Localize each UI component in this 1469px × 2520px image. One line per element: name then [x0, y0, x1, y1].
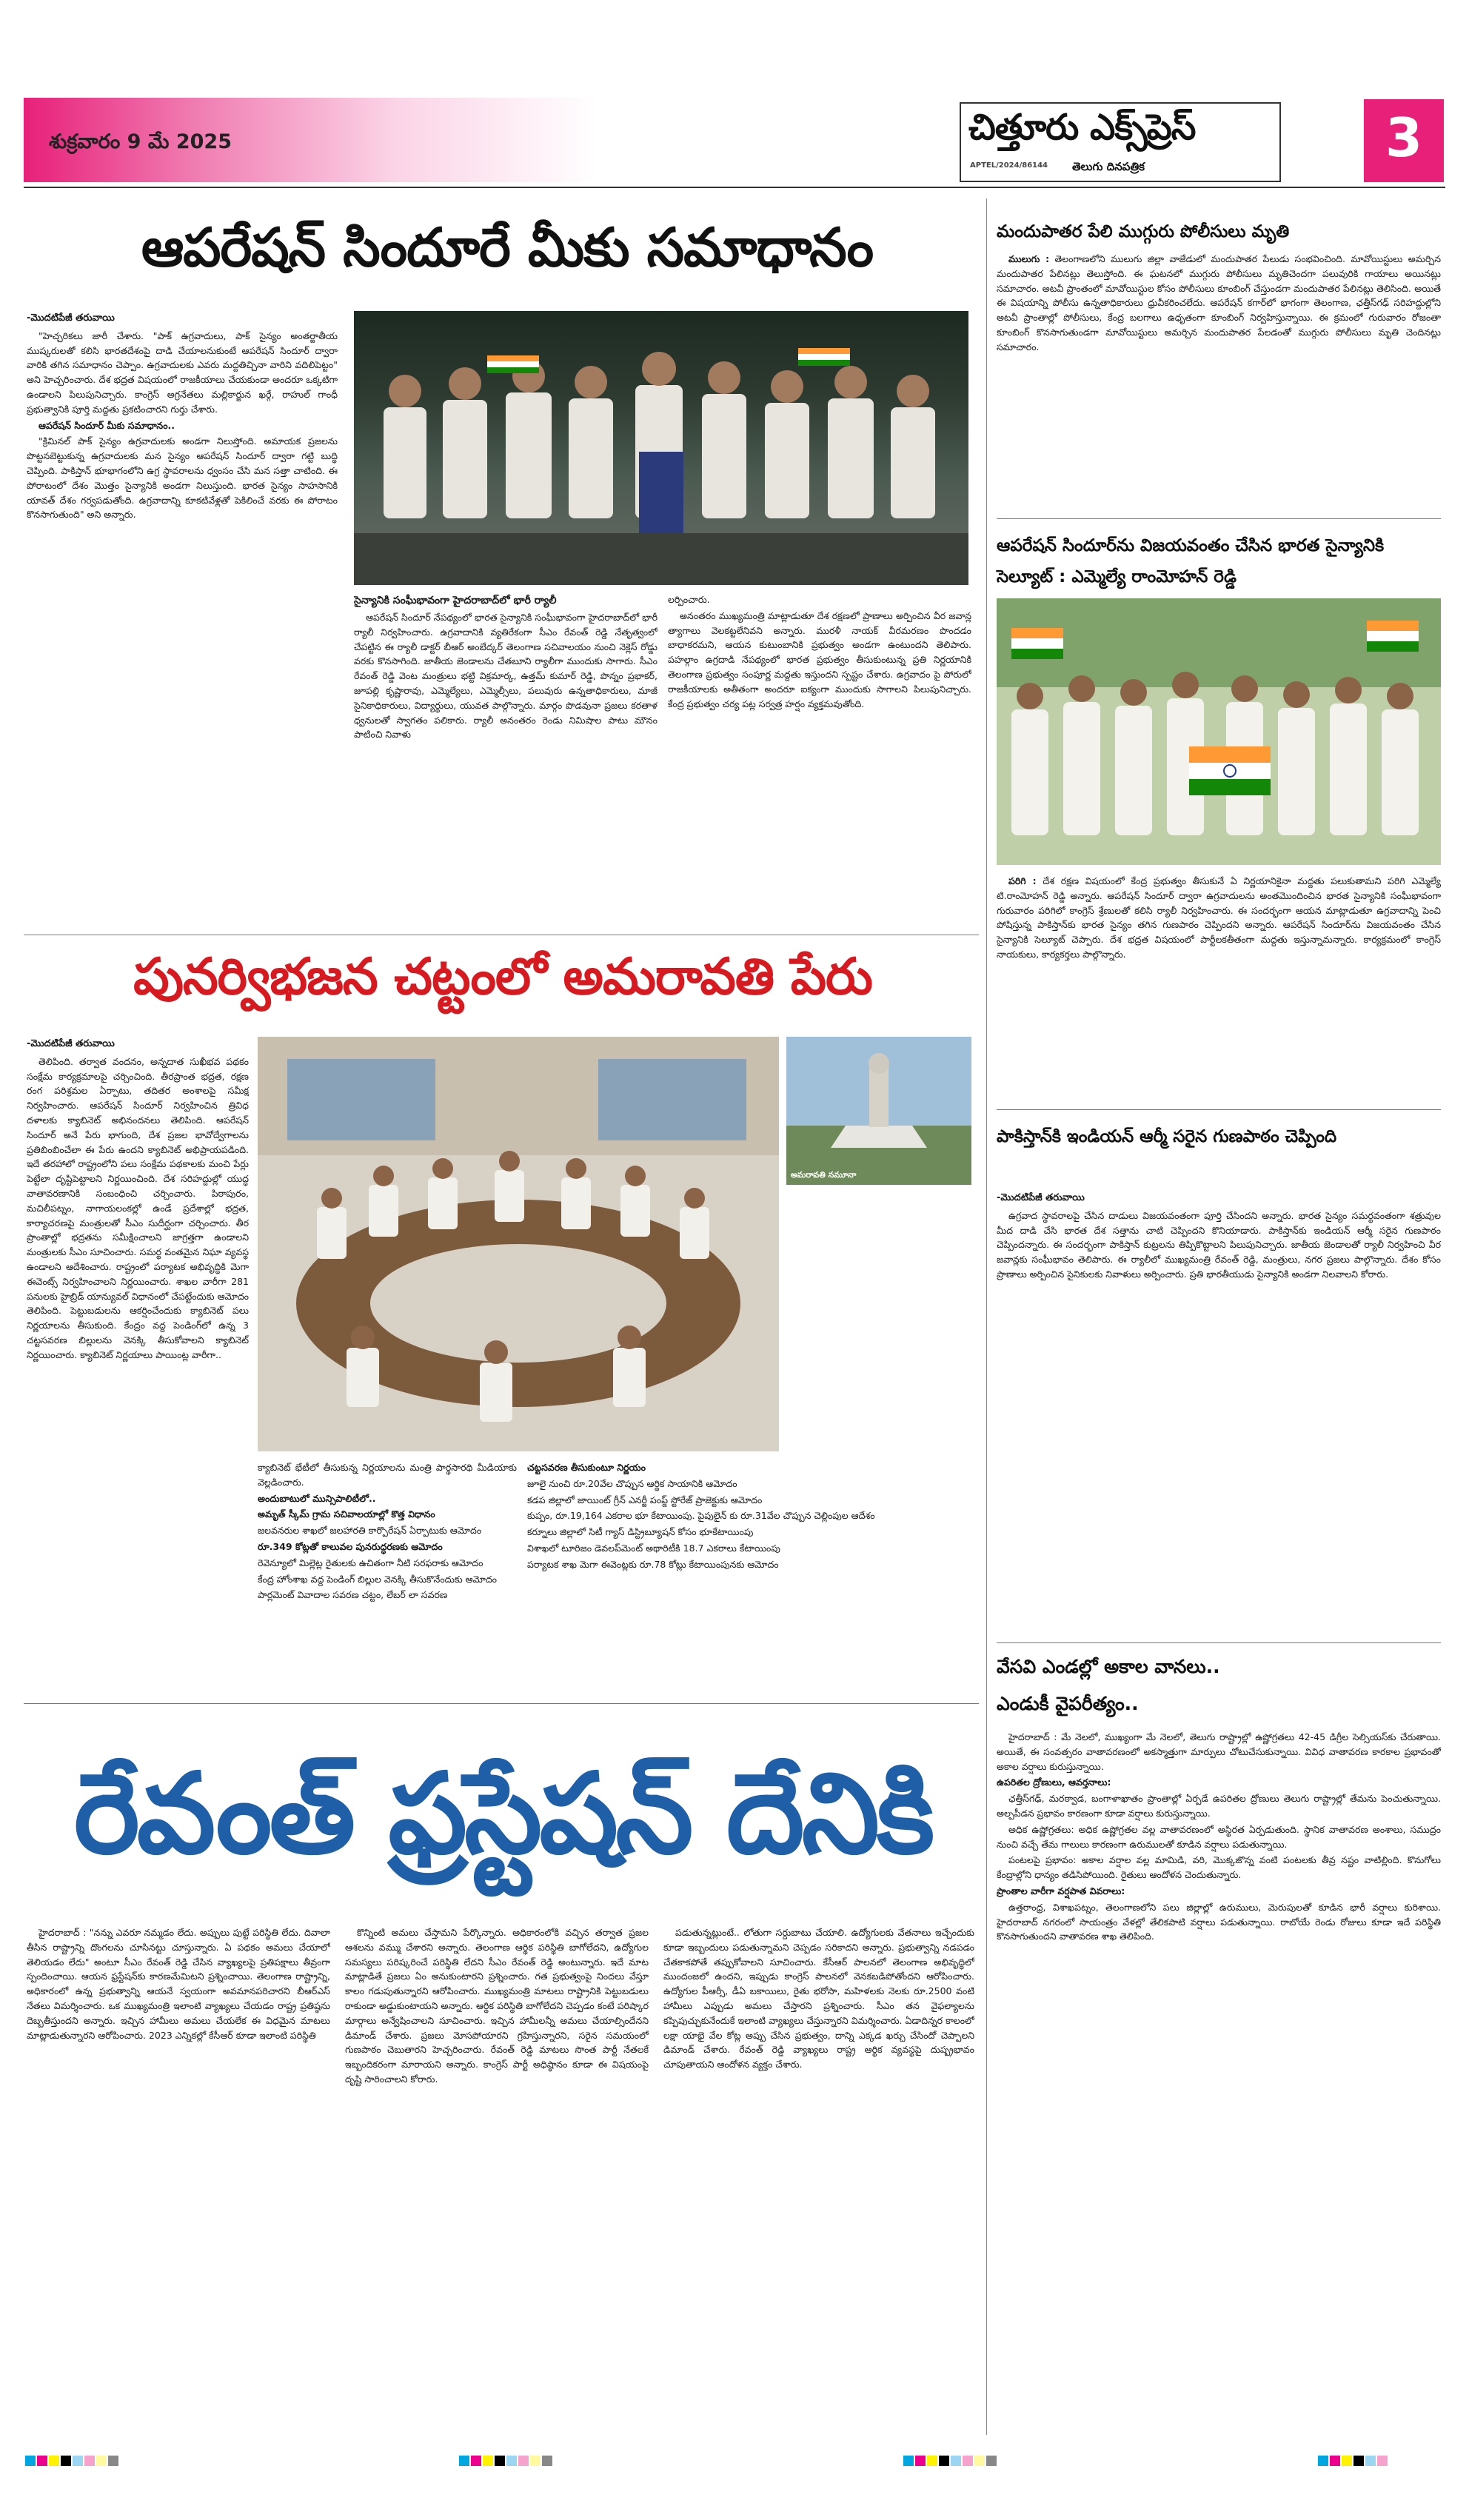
cabinet-decision-item: పర్యాటక శాఖ మెగా ఈవెంట్లకు రూ.78 కోట్లు కేటాయింపునకు ఆమోదం	[527, 1558, 779, 1570]
article2-byline: -మొదటిపేజీ తరువాయి	[27, 1038, 115, 1049]
article1-byline: -మొదటిపేజీ తరువాయి	[27, 313, 115, 324]
cabinet-meeting-illustration	[258, 1037, 779, 1451]
sidebar-story1-body	[997, 252, 1441, 511]
article2-list-right	[527, 1460, 971, 1697]
article1-para: ఆపరేషన్ సిందూర్ నేపథ్యంలో భారత సైన్యానికి సంఘీభావంగా హైదరాబాద్‌లో భారీ ర్యాలీ నిర్వహించారు. ఉగ్రవాదానికి వ్యతిరేకంగా సీఎం రేవంత్ రెడ్డి నేతృత్వంలో చేపట్టిన ఈ ర్యాలీ డాక్టర్ బీఆర్ అంబేద్కర్ తెలంగాణ సచివాలయం నుంచి నెక్లెస్ రోడ్డు వరకు కొనసాగింది. జాతీయ జెండాలను చేతబూని ర్యాలీగా ముందుకు సాగారు. సీఎం రేవంత్ రెడ్డి వెంట మంత్రులు భట్టి విక్రమార్క, ఉత్తమ్ కుమార్ రెడ్డి, పొన్నం ప్రభాకర్, జూపల్లి కృష్ణారావు, ఎమ్మెల్యేలు, ఎమ్మెల్సీలు, పలువురు ఉన్నతాధికారులు, మాజీ సైనికాధికారులు, విద్యార్థులు, యువత పాల్గొన్నారు. మార్గం పొడవునా ప్రజలు కరతాళ ధ్వనులతో స్వాగతం పలికారు. ర్యాలీ అనంతరం రెండు నిమిషాల పాటు మౌనం పాటించి నివాళు	[354, 612, 657, 741]
logo-text: చిత్తూరు ఎక్స్‌ప్రెస్	[968, 107, 1196, 148]
rally-photo-caption: సైన్యానికి సంఘీభావంగా హైదరాబాద్‌లో భారీ ర్యాలీ	[354, 595, 557, 606]
sidebar-story2-para	[997, 874, 1441, 962]
cabinet-decision-item: జలవనరుల శాఖలో జలహారతి కార్పొరేషన్ ఏర్పాటుకు ఆమోదం	[258, 1525, 482, 1537]
article3-para: పడుతున్నట్లుంటే.. లోతుగా సర్దుబాటు చేయాలి. ఉద్యోగులకు వేతనాలు ఇచ్చేందుకు కూడా ఇబ్బందులు పడుతున్నామని చెప్పడం సరికాదని అన్నారు. ప్రభుత్వాన్ని నడపడం చేతకాకపోతే తప్పుకోవాలని సూచించారు. కేసీఆర్ పాలనలో తెలంగాణ అభివృద్ధిలో ముందంజలో ఉందని, ఇప్పుడు కాంగ్రెస్ పాలనలో వెనకబడిపోతోందని ఆరోపించారు. ఉద్యోగుల పీఆర్సీ, డీఏ బకాయిలు, రైతు భరోసా, మహిళలకు నెలకు రూ.2500 వంటి హామీలు ఎప్పుడు అమలు చేస్తారని ప్రశ్నించారు. సీఎం తన వైఫల్యాలను కప్పిపుచ్చుకునేందుకే ఇలాంటి వ్యాఖ్యలు చేస్తున్నారని విమర్శించారు. ఏడాదిన్నర కాలంలో లక్షా యాభై వేల కోట్ల అప్పు చేసిన ప్రభుత్వం, దాన్ని ఎక్కడ ఖర్చు చేసిందో చెప్పాలని డిమాండ్ చేశారు. రేవంత్ రెడ్డి వ్యాఖ్యలు రాష్ట్ర ఆర్థిక వ్యవస్థపై దుష్ప్రభావం చూపుతాయని ఆందోళన వ్యక్తం చేశారు.	[663, 1927, 974, 2071]
cabinet-decision-item: కర్నూలు జిల్లాలో సిటీ గ్యాస్ డిస్ట్రిబ్యూషన్ కోసం భూకేటాయింపు	[527, 1526, 754, 1538]
article1-col3	[668, 592, 971, 926]
sidebar-story1-text: తెలంగాణలోని ములుగు జిల్లా వాజేడులో మందుపాతర పేలుడు సంభవించింది. మావోయిస్టులు అమర్చిన మందుపాతర పేలినట్లు తెలుస్తోంది. ఈ ఘటనలో ముగ్గురు పోలీసులు మృతిచెందగా పలువురికి గాయాలు అయినట్లు సమాచారం. అటవీ ప్రాంతంలో మావోయిస్టుల కోసం పోలీసులు కూంబింగ్ చేస్తుండగా మందుపాతర పేలినట్లు తెలిసింది. అయితే ఈ విషయాన్ని పోలీసు ఉన్నతాధికారులు ధ్రువీకరించలేదు. ఆపరేషన్ కగార్‌లో భాగంగా తెలంగాణ, ఛత్తీస్‌గఢ్ సరిహద్దుల్లోని అటవీ ప్రాంతాల్లో పోలీసులు, కేంద్ర బలగాలు ఉధృతంగా కూంబింగ్ నిర్వహిస్తున్నాయి. ఈ క్రమంలో గురువారం రోజంతా కూంబింగ్ కొనసాగుతుండగా మావోయిస్టులు అమర్చిన మందుపాతర పేలడంతో ముగ్గురు పోలీసులు మృతి చెందినట్లు సమాచారం.	[997, 253, 1441, 352]
article1-para: "క్రిమినల్ పాక్ సైన్యం ఉగ్రవాదులకు అండగా నిలుస్తోంది. అమాయక ప్రజలను పొట్టనబెట్టుకున్న ఉగ్రవాదులకు మన సైన్యం ఆపరేషన్ సిందూర్ ద్వారా గట్టి బుద్ధి చెప్పింది. పాకిస్తాన్ భూభాగంలోని ఉగ్ర స్థావరాలను ధ్వంసం చేసి మన సత్తా చాటింది. ఈ పోరాటంలో దేశం మొత్తం సైన్యానికి అండగా నిలుస్తుంది. భారత సైన్యం సాహసానికి యావత్ దేశం గర్వపడుతోంది. ఉగ్రవాదాన్ని కూకటివేళ్లతో పెకిలించే వరకు ఈ పోరాటం కొనసాగుతుంది" అని అన్నారు.	[27, 435, 338, 521]
rally-crowd-illustration	[354, 311, 968, 585]
article3-para: హైదరాబాద్ : "నన్ను ఎవరూ నమ్మడం లేదు. అప్పులు పుట్టే పరిస్థితి లేదు. దివాలా తీసిన రాష్ట్రాన్ని దొంగలను చూసినట్టు చూస్తున్నారు. ఏ పథకం అమలు చేయాలో తెలియడం లేదు" అంటూ సీఎం రేవంత్ రెడ్డి చేసిన వ్యాఖ్యలపై ప్రతిపక్షాలు తీవ్రంగా స్పందించాయి. ఆయన ఫ్రస్టేషన్‌కు కారణమేమిటని ప్రశ్నించాయి. తెలంగాణ రాష్ట్రాన్ని, అధికారంలో ఉన్న ప్రభుత్వాన్ని ఆయనే స్వయంగా అవమానపరిచారని బీఆర్ఎస్ నేతలు విమర్శించారు. ఒక ముఖ్యమంత్రి ఇలాంటి వ్యాఖ్యలు చేయడం రాష్ట్ర ప్రతిష్ఠను దెబ్బతీస్తుందని అన్నారు. ఇచ్చిన హామీలు అమలు చేయలేక ఈ విధమైన మాటలు మాట్లాడుతున్నారని ఆరోపించారు. 2023 ఎన్నికల్లో కేసీఆర్ కూడా ఇలాంటి పరిస్థితి	[27, 1927, 330, 2041]
mla-rally-photo	[997, 598, 1441, 865]
print-color-bar-left	[25, 2456, 395, 2466]
amaravati-photo-caption: అమరావతి నమూనా	[791, 1170, 857, 1180]
sidebar-story3-para: ఉగ్రవాద స్థావరాలపై చేసిన దాడులు విజయవంతంగా పూర్తి చేసిందని అన్నారు. భారత సైన్యం సమర్థవంతంగా శత్రువుల మీద దాడి చేసి భారత దేశ సత్తాను చాటి చెప్పిందని కొనియాడారు. పాకిస్తాన్‌కు ఇండియన్ ఆర్మీ సరైన గుణపాఠం చెప్పిందన్నారు. ఈ సందర్భంగా పాకిస్తాన్ కుట్రలను తిప్పికొట్టాలని పిలుపునిచ్చారు. జాతీయ జెండాలతో ర్యాలీ నిర్వహించి వీర జవాన్లకు సంఘీభావం తెలిపారు. ఈ ర్యాలీలో ముఖ్యమంత్రి రేవంత్ రెడ్డి, మంత్రులు, నగర ప్రజలు పాల్గొన్నారు. దేశం కోసం ప్రాణాలు అర్పించిన సైనికులకు నివాళులు అర్పించారు. ప్రతి భారతీయుడు సైన్యానికి అండగా నిలవాలని కోరారు.	[997, 1209, 1441, 1280]
cabinet-decision-item: క్యాబినెట్ భేటీలో తీసుకున్న నిర్ణయాలను మంత్రి పార్థసారథి మీడియాకు వెల్లడించారు.	[258, 1462, 517, 1488]
sidebar-story4-subhead: ప్రాంతాల వారీగా వర్షపాత వివరాలు:	[997, 1885, 1125, 1896]
sidebar-story3-headline: పాకిస్తాన్‌కి ఇండియన్ ఆర్మీ సరైన గుణపాఠం చెప్పింది	[997, 1127, 1337, 1146]
article3-col3	[663, 1925, 974, 2429]
cabinet-decision-item: కుప్పం, రూ.19,164 ఎకరాల భూ కేటాయింపు. పైపులైన్ కు రూ.31వేల చొప్పున చెల్లింపుల ఆదేశం	[527, 1510, 875, 1522]
article-rule	[997, 1109, 1441, 1110]
sidebar-story1-headline: మందుపాతర పేలి ముగ్గురు పోలీసులు మృతి	[997, 222, 1290, 241]
article3-col1	[27, 1925, 330, 2429]
article3-col2	[345, 1925, 649, 2429]
sidebar-story1-para	[997, 252, 1441, 355]
article1-para: "హెచ్చరికలు జారీ చేశారు. "పాక్ ఉగ్రవాదులు, పాక్ సైన్యం అంతర్జాతీయ ముష్కరులతో కలిసి భారతదేశంపై దాడి చేయాలనుకుంటే ఆపరేషన్ సిందూర్ ద్వారా వారికి తగిన సమాధానం చెప్పాం. ఉగ్రవాదులకు ఎవరు మద్దతిచ్చినా వారిని వదిలిపెట్టం" అని హెచ్చరించారు. దేశ భద్రత విషయంలో రాజకీయాలు చేయకుండా అందరూ ఒక్కటిగా ఉండాలని పిలుపునిచ్చారు. కాంగ్రెస్ అగ్రనేతలు మల్లికార్జున ఖర్గే, రాహుల్ గాంధీ ప్రభుత్వానికి పూర్తి మద్దతు ప్రకటించారని గుర్తు చేశారు.	[27, 330, 338, 415]
article-rule	[24, 1703, 979, 1704]
print-color-bar-right	[903, 2456, 1125, 2466]
sidebar-story2-dateline: పరిగి :	[1008, 875, 1037, 886]
sidebar-story4-subheadline: ఎండుకీ వైపరీత్యం..	[997, 1693, 1139, 1714]
sidebar-story4-para: అధిక ఉష్ణోగ్రతలు: అధిక ఉష్ణోగ్రతల వల్ల వాతావరణంలో అస్థిరత ఏర్పడుతుంది. స్థానిక వాతావరణ అంశాలు, సముద్రం నుంచి వచ్చే తేమ గాలులు కారణంగా ఉరుములతో కూడిన వర్షాలు పడుతున్నాయి.	[997, 1823, 1441, 1850]
sidebar-story4-subhead: ఉపరితల ద్రోణులు, ఆవర్తనాలు:	[997, 1777, 1111, 1788]
cabinet-decision-item: అమృత్ స్కీమ్ గ్రామ సచివాలయాల్లో కొత్త విధానం	[258, 1508, 435, 1520]
article1-subhead: ఆపరేషన్ సిందూర్ మీకు సమాధానం..	[39, 419, 175, 431]
sidebar-story4-para: ఉత్తరాంధ్ర, విశాఖపట్నం, తెలంగాణలోని పలు జిల్లాల్లో ఉరుములు, మెరుపులతో కూడిన భారీ వర్షాలు కురిశాయి. హైదరాబాద్ నగరంలో సాయంత్రం వేళల్లో తేలికపాటి వర్షాలు పడుతున్నాయి. రాబోయే రెండు రోజులు కూడా ఇదే పరిస్థితి కొనసాగుతుందని వాతావరణ శాఖ తెలిపింది.	[997, 1901, 1441, 1942]
cabinet-decision-item: విశాఖలో టూరిజం డెవలప్‌మెంట్ అథారిటీకి 18.7 ఎకరాలు కేటాయింపు	[527, 1542, 780, 1554]
cabinet-decision-item: రెవెన్యూలో మిల్లెట్ల రైతులకు ఉచితంగా నీటి సరఫరాకు ఆమోదం	[258, 1557, 483, 1568]
cabinet-decision-item: చట్టసవరణ తీసుకుంటూ నిర్ణయం	[527, 1462, 646, 1473]
article2-headline: పునర్విభజన చట్టంలో అమరావతి పేరు	[133, 948, 872, 1006]
article1-para: అనంతరం ముఖ్యమంత్రి మాట్లాడుతూ దేశ రక్షణలో ప్రాణాలు అర్పించిన వీర జవాన్ల త్యాగాలు వెలకట్టలేనివని అన్నారు. మురళీ నాయక్ వీరమరణం పొందడం బాధాకరమని, ఆయన కుటుంబానికి ప్రభుత్వం అండగా ఉంటుందని తెలిపారు. పహల్గాం ఉగ్రదాడి నేపథ్యంలో భారత ప్రభుత్వం తీసుకుంటున్న ప్రతి నిర్ణయానికి తెలంగాణ ప్రభుత్వం సంపూర్ణ మద్దతు ఇస్తుందని స్పష్టం చేశారు. ఉగ్రవాదం పై పోరులో రాజకీయాలకు అతీతంగా అందరూ ఐక్యంగా ముందుకు సాగాలని పిలుపునిచ్చారు. కేంద్ర ప్రభుత్వం చర్య పట్ల సర్వత్ర హర్షం వ్యక్తమవుతోంది.	[668, 609, 971, 709]
print-color-bar-center	[459, 2456, 652, 2466]
sidebar-story2-body	[997, 874, 1441, 1103]
sidebar-story4-body	[997, 1730, 1441, 2433]
article2-col1	[27, 1037, 249, 1696]
article3-headline: రేవంత్ ఫ్రస్టేషన్ దేనికి	[73, 1750, 932, 1879]
amaravati-illustration	[786, 1037, 971, 1185]
sidebar-story4-headline: వేసవి ఎండల్లో అకాల వానలు..	[997, 1656, 1220, 1677]
article1-col2	[354, 592, 657, 926]
article3-para: కొన్నింటి అమలు చేస్తామని పేర్కొన్నారు. అధికారంలోకి వచ్చిన తర్వాత ప్రజల ఆశలను వమ్ము చేశారని అన్నారు. తెలంగాణ ఆర్థిక పరిస్థితి బాగోలేదని, ఉద్యోగుల సమస్యలు పరిష్కరించే పరిస్థితి లేదని సీఎం రేవంత్ రెడ్డి అంటున్నారు. ఇదే మాట మాట్లాడితే ప్రజలు ఏం అనుకుంటారని ప్రశ్నించారు. గత ప్రభుత్వంపై నిందలు వేస్తూ కాలం గడుపుతున్నారని ఆరోపించారు. ముఖ్యమంత్రి మాటలు రాష్ట్రానికి పెట్టుబడులు రాకుండా అడ్డుకుంటాయని అన్నారు. ఆర్థిక పరిస్థితి బాగోలేదని చెప్పడం కంటే పరిష్కార మార్గాలు అన్వేషించాలని సూచించారు. ఇచ్చిన హామీలన్నీ అమలు చేయాల్సిందేనని డిమాండ్ చేశారు. ప్రజలు మోసపోయారని గ్రహిస్తున్నారని, సరైన సమయంలో గుణపాఠం చెబుతారని హెచ్చరించారు. రేవంత్ రెడ్డి మాటలు సొంత పార్టీ నేతలకే ఇబ్బందికరంగా మారాయని అన్నారు. కాంగ్రెస్ పార్టీ అధిష్ఠానం కూడా ఈ విషయంపై దృష్టి సారించాలని కోరారు.	[345, 1927, 649, 2085]
date-banner	[24, 98, 948, 182]
cabinet-decision-item: అందుబాటులో మున్సిపాలిటీలో..	[258, 1492, 376, 1504]
page-number-badge	[1364, 99, 1444, 182]
article1-para: లర్పించారు.	[668, 594, 710, 605]
cabinet-decision-item: జూలై నుంచి రూ.20వేల చొప్పున ఆర్థిక సాయానికి ఆమోదం	[527, 1477, 737, 1489]
sidebar-story4-para: పంటలపై ప్రభావం: అకాల వర్షాల వల్ల మామిడి, వరి, మొక్కజొన్న వంటి పంటలకు తీవ్ర నష్టం వాటిల్లింది. కొనుగోలు కేంద్రాల్లోని ధాన్యం తడిసిపోయింది. రైతులు ఆందోళన చెందుతున్నారు.	[997, 1854, 1441, 1881]
cabinet-decision-item: కేంద్ర హోంశాఖ వద్ద పెండింగ్ బిల్లుల వెనక్కి తీసుకొనేందుకు ఆమోదం	[258, 1573, 498, 1585]
sidebar-story4-para: ఛత్తీస్‌గఢ్, మరఠ్వాడ, బంగాళాఖాతం ప్రాంతాల్లో ఏర్పడే ఉపరితల ద్రోణులు తెలుగు రాష్ట్రాల్లో తేమను పెంచుతున్నాయి. అల్పపీడన ప్రభావం కారణంగా కూడా వర్షాలు కురుస్తున్నాయి.	[997, 1793, 1441, 1819]
cabinet-decision-item: కడప జిల్లాలో జాయింట్ గ్రీన్ ఎనర్జీ పంప్డ్ స్టోరేజ్ ప్రాజెక్టుకు ఆమోదం	[527, 1494, 763, 1505]
sidebar-story2-text: దేశ రక్షణ విషయంలో కేంద్ర ప్రభుత్వం తీసుకునే ఏ నిర్ణయానికైనా మద్దతు పలుకుతామని పరిగి ఎమ్మెల్యే టి.రాంమోహన్ రెడ్డి అన్నారు. ఆపరేషన్ సిందూర్ ద్వారా ఉగ్రవాదులను అంతమొందించిన భారత సైన్యానికి సంఘీభావంగా గురువారం పరిగిలో కాంగ్రెస్ శ్రేణులతో కలిసి ర్యాలీ నిర్వహించారు. ఈ సందర్భంగా ఆయన మాట్లాడుతూ ఉగ్రవాదాన్ని పెంచి పోషిస్తున్న పాకిస్తాన్‌కు భారత సైన్యం తగిన గుణపాఠం చెప్పిందని అన్నారు. ఆపరేషన్ సిందూర్‌ను విజయవంతం చేసిన సైన్యానికి సెల్యూట్ చెప్పారు. దేశ భద్రత విషయంలో పార్టీలకతీతంగా మద్దతు ఇస్తున్నామన్నారు. కార్యక్రమంలో కాంగ్రెస్ నాయకులు, కార్యకర్తలు పాల్గొన్నారు.	[997, 875, 1441, 960]
sidebar-story1-dateline: ములుగు :	[1008, 253, 1050, 264]
column-divider	[986, 198, 987, 2435]
page-number: 3	[1385, 107, 1423, 169]
logo-tagline: తెలుగు దినపత్రిక	[1072, 160, 1145, 173]
cabinet-meeting-photo	[258, 1037, 779, 1451]
article-rule	[997, 518, 1441, 519]
masthead-logo	[960, 102, 1281, 182]
mla-rally-illustration	[997, 598, 1441, 865]
article-rule	[997, 1642, 1441, 1643]
sidebar-story4-para: హైదరాబాద్ : మే నెలలో, ముఖ్యంగా మే నెలలో, తెలుగు రాష్ట్రాల్లో ఉష్ణోగ్రతలు 42-45 డిగ్రీల సెల్సియస్‌కు చేరుతాయి. అయితే, ఈ సంవత్సరం వాతావరణంలో అకస్మాత్తుగా మార్పులు చోటుచేసుకున్నాయి. వివిధ వాతావరణ కారకాల ప్రభావంతో అకాల వర్షాలు కురుస్తున్నాయి.	[997, 1731, 1441, 1772]
article1-headline: ఆపరేషన్ సిందూరే మీకు సమాధానం	[141, 216, 874, 278]
rally-photo	[354, 311, 968, 585]
article2-para: తెలిపింది. తర్వాత వందనం, అన్నదాత సుఖీభవ పథకం సంక్షేమ కార్యక్రమాలపై చర్చించింది. తీరప్రాంత భద్రత, రక్షణ రంగ పరిశ్రమల ఏర్పాటు, తదితర అంశాలపై సమీక్ష నిర్వహించారు. ఆపరేషన్ సిందూర్ నిర్వహించిన త్రివిధ దళాలకు క్యాబినెట్ అభినందనలు తెలిపింది. ఆపరేషన్ సిందూర్ అనే పేరు భాగుంది, దేశ ప్రజల భావోద్వేగాలను ప్రతిబింబించేలా ఈ పేరు ఉందని క్యాబినెట్ అభిప్రాయపడింది. ఇదే తరహాలో రాష్ట్రంలోని పలు సంక్షేమ పథకాలకు మంచి పేర్లు పెట్టేలా దృష్టిపెట్టాలని నిర్ణయించింది. దేశ సరిహద్దుల్లో యుద్ధ వాతావరణానికి సంబంధించి చర్చించారు. పిఠాపురం, మచిలీపట్నం, నాగాయలంకల్లో ఉండే ప్రదేశాల్లో భద్రత, కార్యాచరణపై మంత్రులతో సీఎం సుదీర్ఘంగా చర్చించారు. తీర ప్రాంతాల్లో భద్రతను సమీక్షించాలని జాగ్రత్తగా ఉండాలని మంత్రులకు సీఎం సూచించారు. సమర్థ వంతమైన నిఘా వ్యవస్థ ఉండాలని ఆదేశించారు. రాష్ట్రంలో పర్యాటక అభివృద్ధికి మెగా ఈవెంట్స్ నిర్వహించాలని నిర్ణయించారు. శాఖల వారీగా 281 పనులకు హైబ్రిడ్ యాన్యువల్ విధానంలో చేపట్టేందుకు ఆమోదం తెలిపింది. పెట్టుబడులను ఆకర్షించేందుకు క్యాబినెట్ పలు నిర్ణయాలను తీసుకుంది. కేంద్రం వద్ద పెండింగ్‌లో ఉన్న 3 చట్టసవరణ బిల్లులను వెనక్కి తీసుకోవాలని క్యాబినెట్ నిర్ణయించారు. క్యాబినెట్ నిర్ణయాలు పాయింట్ల వారీగా..	[27, 1055, 249, 1360]
issue-date: శుక్రవారం 9 మే 2025	[49, 130, 232, 153]
sidebar-story2-headline: ఆపరేషన్ సిందూర్‌ను విజయవంతం చేసిన భారత సైన్యానికి సెల్యూట్ : ఎమ్మెల్యే రాంమోహన్ రెడ్డి	[997, 536, 1385, 586]
amaravati-model-photo	[786, 1037, 971, 1185]
cabinet-decision-item: రూ.349 కోట్లతో కాలువల పునరుద్ధరణకు ఆమోదం	[258, 1540, 443, 1552]
sidebar-story3-byline: -మొదటిపేజీ తరువాయి	[997, 1192, 1085, 1203]
sidebar-story3-body	[997, 1191, 1441, 1635]
logo-reg: APTEL/2024/86144	[970, 161, 1048, 170]
article2-list-left	[258, 1460, 517, 1697]
masthead-rule	[24, 187, 1445, 188]
article1-col1	[27, 311, 338, 926]
print-color-bar-far-right	[1318, 2456, 1436, 2466]
cabinet-decision-item: పార్లమెంట్ వివాదాల సవరణ చట్టం, లేబర్ లా సవరణ	[258, 1589, 448, 1601]
